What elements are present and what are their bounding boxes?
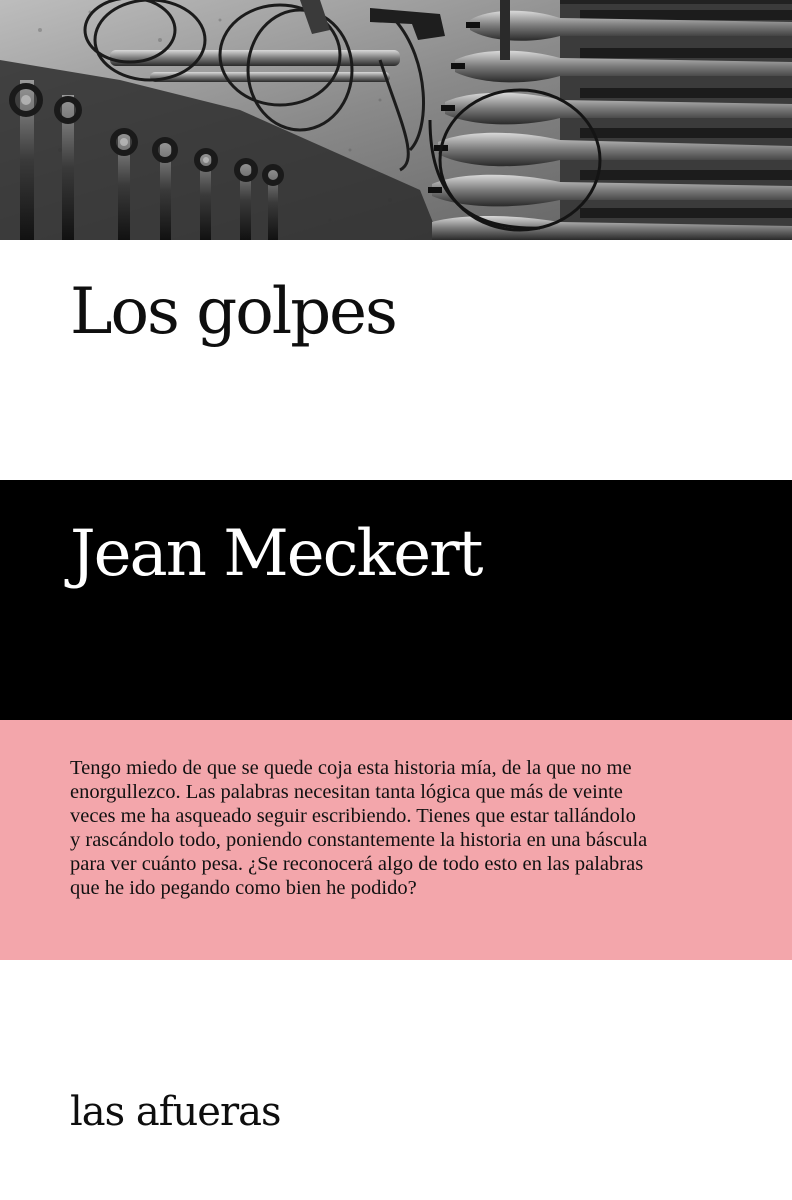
blurb-line: que he ido pegando como bien he podido? <box>70 877 417 899</box>
book-blurb <box>70 756 750 900</box>
publisher-band <box>0 960 792 1200</box>
title-band <box>0 240 792 480</box>
tools-wrenches-photo-icon <box>0 0 792 240</box>
blurb-line: para ver cuánto pesa. ¿Se reconocerá algo de todo esto en las palabras <box>70 853 644 875</box>
blurb-line: Tengo miedo de que se quede coja esta historia mía, de la que no me <box>70 757 632 779</box>
blurb-line: veces me ha asqueado seguir escribiendo. Tienes que estar tallándolo <box>70 805 636 827</box>
book-author: Jean Meckert <box>70 517 482 591</box>
blurb-band <box>0 720 792 960</box>
publisher-name: las afueras <box>70 1089 281 1135</box>
cover-photo <box>0 0 792 240</box>
book-title: Los golpes <box>70 275 396 349</box>
author-band <box>0 480 792 720</box>
blurb-line: enorgullezco. Las palabras necesitan tanta lógica que más de veinte <box>70 781 623 803</box>
blurb-line: y rascándolo todo, poniendo constantemente la historia en una báscula <box>70 829 648 851</box>
